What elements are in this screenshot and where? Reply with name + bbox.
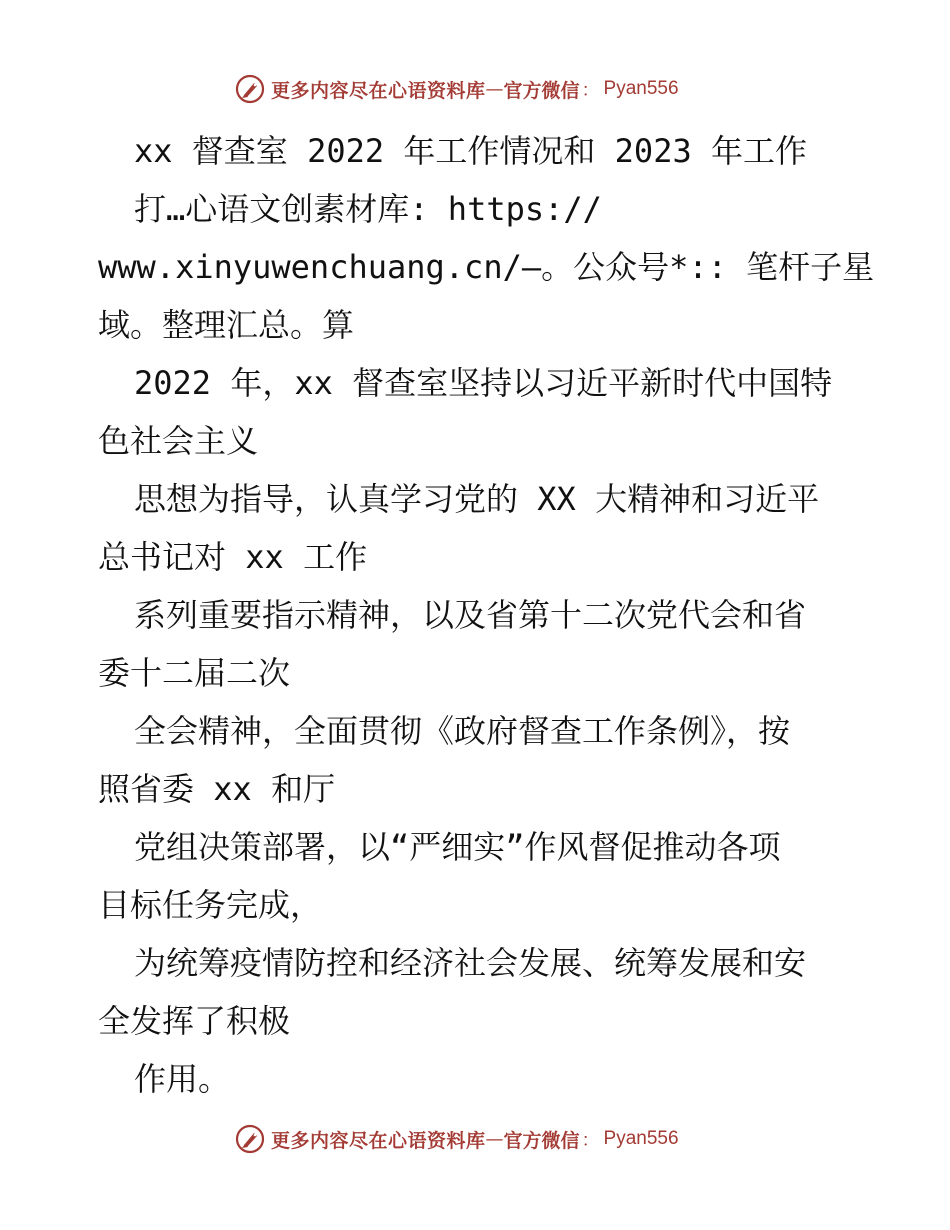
banner-dash: — [485, 1128, 504, 1150]
banner-wechat-label: 官方微信 [503, 1129, 580, 1152]
text-line: 委十二届二次 [98, 654, 291, 692]
pen-nib-circle-icon [235, 74, 265, 104]
header-banner-content [235, 74, 679, 104]
text-line: 色社会主义 [98, 422, 259, 460]
text-line: 作用。 [134, 1060, 231, 1098]
banner-slogan: 更多内容尽在心语资料库 [271, 1129, 486, 1152]
text-line: 党组决策部署，以“严细实”作风督促推动各项 [134, 828, 781, 866]
banner-colon: ： [581, 80, 600, 101]
document-body [98, 122, 875, 1108]
pen-nib-circle-icon [235, 1124, 265, 1154]
text-line: 系列重要指示精神，以及省第十二次党代会和省 [134, 596, 807, 634]
text-line: 目标任务完成， [98, 886, 323, 924]
document-title-line: xx 督查室 2022 年工作情况和 2023 年工作 [134, 132, 807, 170]
text-line: 总书记对 xx 工作 [98, 538, 368, 576]
text-line: 2022 年，xx 督查室坚持以习近平新时代中国特 [134, 364, 833, 402]
banner-slogan: 更多内容尽在心语资料库 [271, 79, 486, 102]
banner-colon: ： [581, 1130, 600, 1151]
text-line: 域。整理汇总。算 [98, 306, 355, 344]
footer-banner-content [235, 1124, 679, 1154]
footer-banner [0, 1120, 950, 1160]
banner-wechat-id: Pyan556 [603, 78, 679, 99]
text-line: 照省委 xx 和厅 [98, 770, 336, 808]
banner-wechat-id: Pyan556 [603, 1128, 679, 1149]
text-line: 为统筹疫情防控和经济社会发展、统筹发展和安 [134, 944, 807, 982]
header-banner [0, 70, 950, 110]
banner-dash: — [485, 78, 504, 100]
text-line: 思想为指导，认真学习党的 XX 大精神和习近平 [134, 480, 820, 518]
banner-wechat-label: 官方微信 [503, 79, 580, 102]
text-line: 打…心语文创素材库: https:// [134, 190, 602, 228]
text-line: www.xinyuwenchuang.cn/—。公众号*:: 笔杆子星 [98, 248, 875, 286]
text-line: 全发挥了积极 [98, 1002, 291, 1040]
text-line: 全会精神，全面贯彻《政府督查工作条例》，按 [134, 712, 791, 750]
